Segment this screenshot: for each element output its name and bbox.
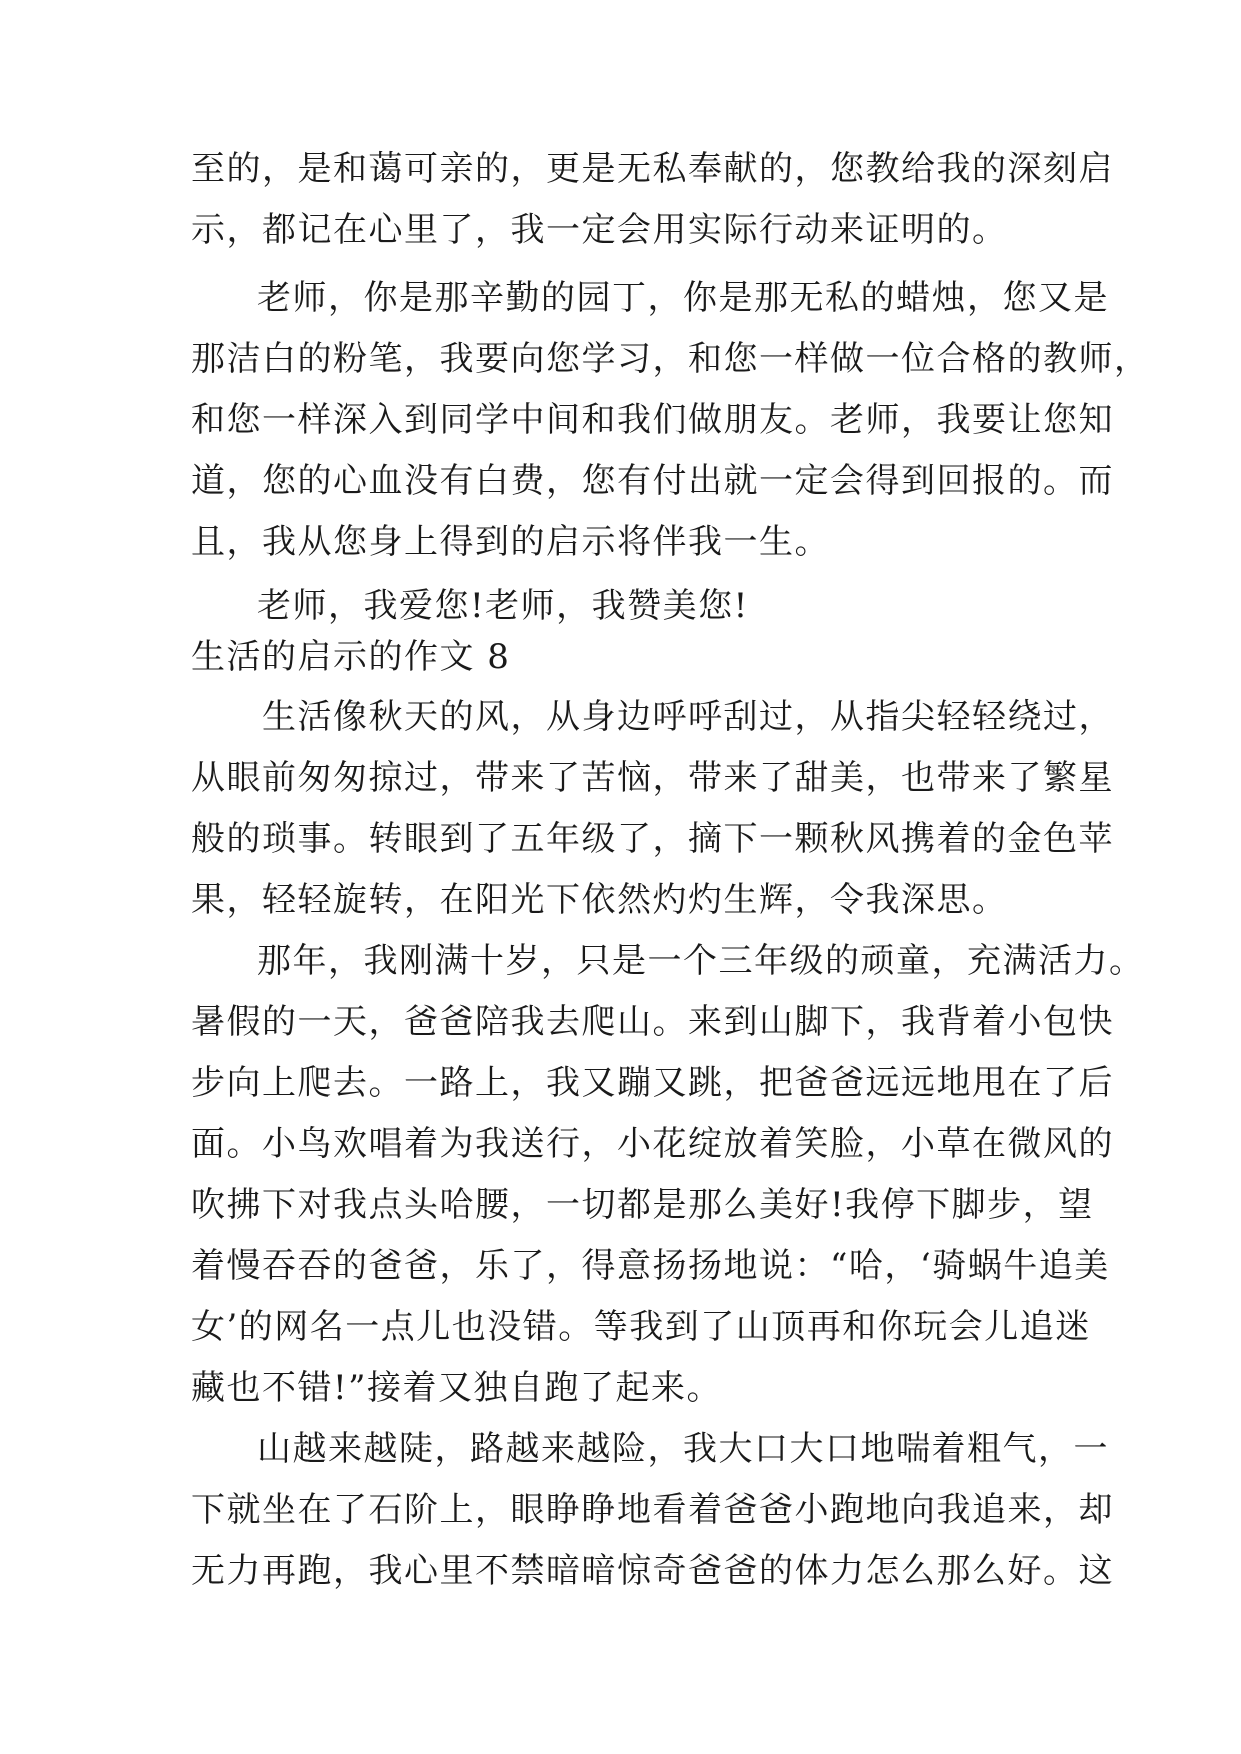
text-line: 从眼前匆匆掠过，带来了苦恼，带来了甜美，也带来了繁星 — [191, 758, 1114, 798]
paragraph-first-line: 老师，我爱您!老师，我赞美您! — [257, 586, 749, 626]
text-line: 下就坐在了石阶上，眼睁睁地看着爸爸小跑地向我追来，却 — [191, 1490, 1114, 1530]
text-line: 和您一样深入到同学中间和我们做朋友。老师，我要让您知 — [191, 400, 1114, 440]
text-line: 且，我从您身上得到的启示将伴我一生。 — [191, 522, 830, 562]
paragraph-first-line: 山越来越陡，路越来越险，我大口大口地喘着粗气，一 — [257, 1429, 1109, 1469]
paragraph-first-line: 那年，我刚满十岁，只是一个三年级的顽童，充满活力。 — [257, 941, 1145, 981]
text-line: 那洁白的粉笔，我要向您学习，和您一样做一位合格的教师， — [191, 339, 1150, 379]
text-line: 暑假的一天，爸爸陪我去爬山。来到山脚下，我背着小包快 — [191, 1002, 1114, 1042]
text-line: 示，都记在心里了，我一定会用实际行动来证明的。 — [191, 210, 1008, 250]
text-line: 道，您的心血没有白费，您有付出就一定会得到回报的。而 — [191, 461, 1114, 501]
paragraph-first-line: 老师，你是那辛勤的园丁，你是那无私的蜡烛，您又是 — [257, 278, 1109, 318]
text-line: 果，轻轻旋转，在阳光下依然灼灼生辉，令我深思。 — [191, 880, 1008, 920]
text-line: 般的琐事。转眼到了五年级了，摘下一颗秋风携着的金色苹 — [191, 819, 1114, 859]
text-line: 女’的网名一点儿也没错。等我到了山顶再和你玩会儿追迷 — [191, 1307, 1091, 1347]
text-line: 至的，是和蔼可亲的，更是无私奉献的，您教给我的深刻启 — [191, 149, 1114, 189]
text-line: 着慢吞吞的爸爸，乐了，得意扬扬地说：“哈，‘骑蜗牛追美 — [191, 1246, 1110, 1286]
text-line: 无力再跑，我心里不禁暗暗惊奇爸爸的体力怎么那么好。这 — [191, 1551, 1114, 1591]
paragraph-first-line: 生活像秋天的风，从身边呼呼刮过，从指尖轻轻绕过， — [262, 697, 1114, 737]
text-line: 步向上爬去。一路上，我又蹦又跳，把爸爸远远地甩在了后 — [191, 1063, 1114, 1103]
text-line: 面。小鸟欢唱着为我送行，小花绽放着笑脸，小草在微风的 — [191, 1124, 1114, 1164]
text-line: 吹拂下对我点头哈腰，一切都是那么美好!我停下脚步，望 — [191, 1185, 1094, 1225]
text-line: 藏也不错!”接着又独自跑了起来。 — [191, 1368, 723, 1408]
section-heading: 生活的启示的作文 8 — [191, 637, 511, 677]
